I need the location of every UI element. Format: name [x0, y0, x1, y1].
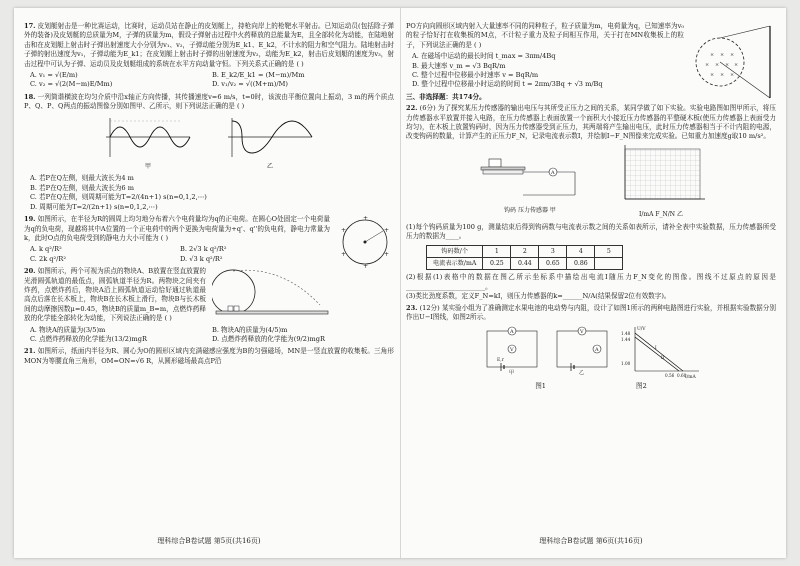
options [412, 52, 684, 90]
tick-060: 0.60 [677, 373, 687, 379]
table-row [427, 257, 623, 269]
wave-graph-b [224, 115, 316, 159]
question-text: 如图所示，在半径为R的圆周上均匀地分布着六个电荷量均为q的正电荷。在圆心O处固定一个电荷量为q的负电荷，现越将其中A位置的一个正电荷中的两个更换为电荷量为+q'、q''的负电荷，静电力常量为k，此时O点的负电荷受到的静电力大小可能为 [24, 215, 330, 242]
svg-text:A: A [595, 347, 599, 354]
data-table [426, 245, 623, 271]
question-number: 20. [24, 267, 36, 276]
table-cell: 钩码数/个 [427, 245, 483, 257]
question-23 [406, 304, 776, 392]
svg-text:A: A [510, 329, 514, 336]
page-footer-right: 理科综合B卷试题 第6页(共16页) [539, 537, 643, 545]
option-b: B. 物块A的质量为(4/5)m [212, 325, 288, 334]
table-cell: 0.44 [511, 257, 539, 269]
svg-text:+: + [384, 227, 390, 235]
charge-ring-figure [336, 215, 394, 269]
circuit-label: 甲 [509, 370, 515, 376]
question-19 [24, 215, 394, 270]
answer-bracket: ( ) [237, 102, 245, 111]
battery-label: E,r [497, 358, 504, 364]
question-number: 17. [24, 22, 36, 30]
table-cell: 2 [511, 245, 539, 257]
question-score: (6分) [419, 104, 436, 113]
figure-1-label: 图1 [535, 382, 546, 391]
svg-text:+: + [341, 227, 347, 235]
option-b: B. 最大速率 v_m = √3 BqR/m [412, 61, 506, 70]
table-cell: 0.65 [539, 257, 567, 269]
track-figure [212, 267, 330, 317]
page-fold [400, 8, 401, 558]
question-21 [24, 347, 394, 366]
figure-label: 甲 [144, 163, 151, 171]
table-cell: 1 [483, 245, 511, 257]
line-ii-label: II [661, 355, 665, 361]
section-title: 三、非选择题：共174分。 [406, 92, 486, 101]
option-d: D. v₁/v₂ = √((M+m)/M) [212, 80, 288, 89]
question-number: 18. [24, 92, 36, 101]
figure-label: 甲 [549, 207, 556, 215]
option-d: D. 整个过程中位移最小时运动的时间 t = 2πm/3Bq + √3 m/Bq [412, 80, 603, 89]
option-d: D. 周期可能为T=2/(2n+1) s(n=0,1,2,⋯) [30, 202, 158, 211]
circuit-a [481, 325, 543, 375]
u-axis-label: U/V [637, 327, 646, 333]
ui-graph [621, 325, 701, 379]
svg-text:+: + [384, 251, 390, 259]
options [30, 245, 330, 264]
table-cell: 0.25 [483, 257, 511, 269]
question-21-continued [406, 22, 776, 90]
question-number: 22. [406, 104, 418, 113]
svg-text:V: V [510, 347, 514, 354]
subquestion-2: (2)根据(1)表格中的数据在图乙所示坐标系中描绘出电流I随压力F_N变化的图像。图线不过原点的原因是________________________。 [406, 273, 776, 291]
question-18 [24, 93, 394, 212]
question-number: 23. [406, 303, 418, 312]
wave-figure-a [102, 115, 194, 172]
answer-bracket: ( ) [296, 59, 304, 68]
question-text: 一列简谐横波在均匀介质中沿x轴正方向传播，其传播速度v=6 m/s，t=0时，该波由平衡位置向上振动，3 m的两个质点P、Q、P、Q两点的振动图像分别如图甲、乙所示，则下列说法正确的是 [24, 92, 394, 111]
sensor-circuit-diagram [475, 145, 585, 203]
svg-text:×: × [725, 62, 730, 68]
question-text: 如图所示，纸面内半径为R、圆心为O的圆形区域内充满磁感应强度为B的匀强磁场，MN是一竖直放置的收集板。三角形MON为等腰直角三角形，OM=ON=√6 R，从圆形磁场最高点P沿 [24, 347, 394, 365]
svg-text:×: × [710, 52, 715, 58]
right-page [406, 22, 776, 542]
option-d: D. 点燃炸药释放的化学能为(9/2)mgR [212, 334, 325, 343]
option-c: C. 2k q²/R² [30, 254, 66, 263]
table-cell: 5 [595, 245, 623, 257]
option-a: A. v₁ = √(E/m) [30, 71, 78, 80]
svg-text:+: + [363, 215, 369, 223]
table-cell: 4 [567, 245, 595, 257]
circuit-b [551, 325, 613, 375]
answer-bracket: ( ) [164, 314, 172, 323]
tick-100: 1.00 [621, 361, 631, 367]
figure-2-label: 图2 [636, 382, 647, 391]
subquestion-3: (3)类比劲度系数，定义F_N=kI，则压力传感器的k=______N/A(结果保留2位有效数字)。 [406, 292, 671, 301]
svg-text:+: + [341, 251, 347, 259]
svg-text:×: × [720, 52, 725, 58]
answer-bracket: ( ) [160, 233, 169, 242]
table-cell [595, 257, 623, 269]
option-a: A. 物块A的质量为(3/5)m [30, 325, 106, 334]
sensor-label: 压力传感器 [517, 207, 548, 215]
question-text: PO方向向圆形区域内射入大量速率不同的同种粒子，粒子质量为m，电荷量为q，已知速率为v₀的粒子恰好打在收集板的M点，不计粒子重力及粒子间相互作用，关于打在MN收集板上的粒子，下列说法正确的是 [406, 22, 684, 49]
weight-label: 钩码 [504, 207, 517, 215]
options [30, 326, 394, 345]
wave-graph-a [102, 115, 194, 159]
y-axis-label: I/mA [639, 211, 654, 219]
question-text: 某实验小组为了准确测定水果电池的电动势与内阻，设计了如图1所示的两种电路图进行实验，并根据实验数据分别作出U−I图线，如图2所示。 [406, 303, 776, 321]
question-17 [24, 22, 394, 90]
options [30, 174, 394, 212]
svg-text:A: A [551, 169, 555, 176]
answer-bracket: ( ) [474, 40, 482, 49]
table-cell: 0.86 [567, 257, 595, 269]
option-a: A. 在磁场中运动的最长时间 t_max = 3πm/4Bq [412, 52, 556, 61]
table-cell: 3 [539, 245, 567, 257]
svg-text:×: × [734, 62, 739, 68]
question-text: 如图所示，两个可视为质点的物块A、B放置在竖直放置的光滑圆弧轨道的最低点，圆弧轨道半径为R。两物块之间夹有炸药，点燃炸药后，物块A沿上圆弧轨道运动恰好通过轨道最高点后落在长木板上，物块B在长木板上滑行，物块B与长木板间的动摩擦因数μ=0.45，物块B的质量m_B=m，点燃炸药释放的化学能全部转化为动能，下列说法正确的是 [24, 267, 206, 323]
svg-text:×: × [710, 72, 715, 78]
line-i-label: I [655, 345, 657, 351]
option-b: B. 若P在Q左侧，则最大波长为6 m [30, 183, 134, 192]
option-c: C. v₂ = √(2(M−m)E/Mm) [30, 80, 113, 89]
svg-text:×: × [720, 72, 725, 78]
option-a: A. 若P在Q左侧，则最大波长为4 m [30, 174, 134, 183]
tick-148: 1.48 [621, 331, 631, 337]
question-20 [24, 267, 394, 344]
grid-chart [615, 145, 707, 220]
wave-figures [24, 115, 394, 172]
option-c: C. 整个过程中位移最小时速率 v = BqR/m [412, 71, 539, 80]
options [30, 71, 394, 90]
option-a: A. k q²/R² [30, 245, 62, 254]
question-number: 21. [24, 347, 36, 356]
svg-text:×: × [730, 72, 735, 78]
svg-text:×: × [705, 62, 710, 68]
option-d: D. √3 k q²/R² [180, 254, 223, 263]
svg-text:×: × [730, 52, 735, 58]
tick-144: 1.44 [621, 337, 631, 343]
table-cell: 电流表示数/mA [427, 257, 483, 269]
magnetic-field-figure [690, 22, 776, 102]
tick-056: 0.56 [665, 373, 675, 379]
question-22 [406, 104, 776, 301]
question-text: 皮划艇射击是一种比赛运动，比赛时，运动员站在静止的皮划艇上，持枪向岸上的枪靶水平射击。已知运动员(包括除子弹外的装备)及皮划艇的总质量为M，子弹的质量为m，假设子弹射击过程中火药释放的总能量为E，且全部转化为动能，在陆地射击和在皮划艇上射击时子弹出射速度大小分别为v₁、v₂，子弹动能分别为E_k1、E_k2，不计水的阻力和空气阻力。陆地射击时子弹的射出速度为v₁，子弹动能为E_k1；在皮划艇上射击时子弹的出射速度为v₂，动能为E_k2，射击后皮划艇的速度为v₃，射击过程中可认为子弹、运动员及皮划艇组成的系统在水平方向动量守恒。下列关系式正确的是 [24, 22, 394, 68]
figure-label: 乙 [676, 211, 683, 219]
x-axis-label: F_N/N [655, 211, 676, 219]
table-header-row [427, 245, 623, 257]
question-score: (12分) [419, 303, 440, 312]
question-number: 19. [24, 215, 36, 224]
grid-graph [615, 145, 707, 207]
i-axis-label: I/mA [685, 375, 696, 380]
exam-sheet [14, 8, 786, 558]
q22-figures [406, 145, 776, 220]
option-b: B. E_k2/E_k1 = (M−m)/Mm [212, 71, 305, 80]
svg-text:V: V [580, 329, 584, 336]
left-page [24, 22, 394, 542]
page-footer-left: 理科综合B卷试题 第5页(共16页) [157, 537, 261, 545]
option-b: B. 2√3 k q²/R² [180, 245, 227, 254]
question-text: 为了探究某压力传感器的输出电压与其所受正压力之间的关系，某同学做了如下实验。实验电路图如图甲所示，将压力传感器水平放置并接入电路，在压力传感器上表面放置一个面积大小接近压力传感器的平整硬木板(使压力传感器上表面受力均匀)，在木板上放置钩码时，因为压力传感器受到正压力，其两端将产生输出电压，此时压力传感器相当于不计内阻的电源，改变钩码的数量，计算产生的正压力F_N，记录电流表示数I，并绘制I−F_N图像来完成实验。已知重力加速度g取10 m/s²。 [406, 104, 776, 141]
circuit-label: 乙 [579, 370, 585, 376]
svg-text:×: × [715, 62, 720, 68]
subquestion-1: (1)每个钩码质量为100 g，测量结束后得到钩码数与电流表示数之间的关系如表所示，请补全表中实验数据，压力传感器所受压力的数据为____。 [406, 222, 776, 241]
option-c: C. 若P在Q左侧，则周期可能为T=2/(4n+1) s(n=0,1,2,⋯) [30, 193, 207, 202]
svg-text:+: + [363, 263, 369, 270]
q23-figures [406, 325, 776, 379]
wave-figure-b [224, 115, 316, 172]
figure-label: 乙 [266, 163, 273, 171]
sensor-circuit [475, 145, 585, 220]
option-c: C. 点燃炸药释放的化学能为(13/2)mgR [30, 334, 147, 343]
